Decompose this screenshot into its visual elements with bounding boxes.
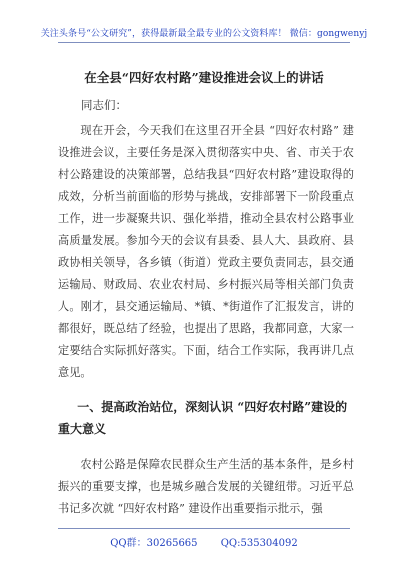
footer xyxy=(0,534,408,549)
paragraph-intro: 现在开会，今天我们在这里召开全县 “四好农村路” 建设推进会议，主要任务是深入贯彻落实中央、省、市关于农村公路建设的决策部署，总结我县“四好农村路”建设取得的成效，分析当前面临的形势与挑战，安排部署下一阶段重点工作，进一步凝聚共识、强化举措，推动全县农村公路事业高质量发展。参加今天的会议有县委、县人大、县政府、县政协相关领导，各乡镇（街道）党政主要负责同志，县交通运输局、财政局、农业农村局、乡村振兴局等相关部门负责人。刚才，县交通运输局、*镇、*街道作了汇报发言，讲的都很好，既总结了经验，也提出了思路，我都同意，大家一定要结合实际抓好落实。下面，结合工作实际，我再讲几点意见。 xyxy=(58,124,354,379)
footer-qq: QQ:535304092 xyxy=(220,538,298,549)
paragraph-section-1: 农村公路是保障农民群众生产生活的基本条件，是乡村振兴的重要支撑，也是城乡融合发展的关键纽带。习近平总书记多次就 “四好农村路” 建设作出重要指示批示，强 xyxy=(58,458,354,515)
salutation: 同志们： xyxy=(81,98,127,112)
footer-qq-group: QQ群：30265665 xyxy=(110,538,198,549)
document-title: 在全县“四好农村路”建设推进会议上的讲话 xyxy=(84,70,324,85)
section-heading-1: 一、提高政治站位，深刻认识 “四好农村路”建设的重大意义 xyxy=(58,400,348,436)
header-divider xyxy=(58,42,350,43)
header-note: 关注头条号“公文研究”，获得最新最全最专业的公文资料库！ 微信：gongwenyj xyxy=(40,29,368,39)
footer-divider xyxy=(58,528,350,529)
